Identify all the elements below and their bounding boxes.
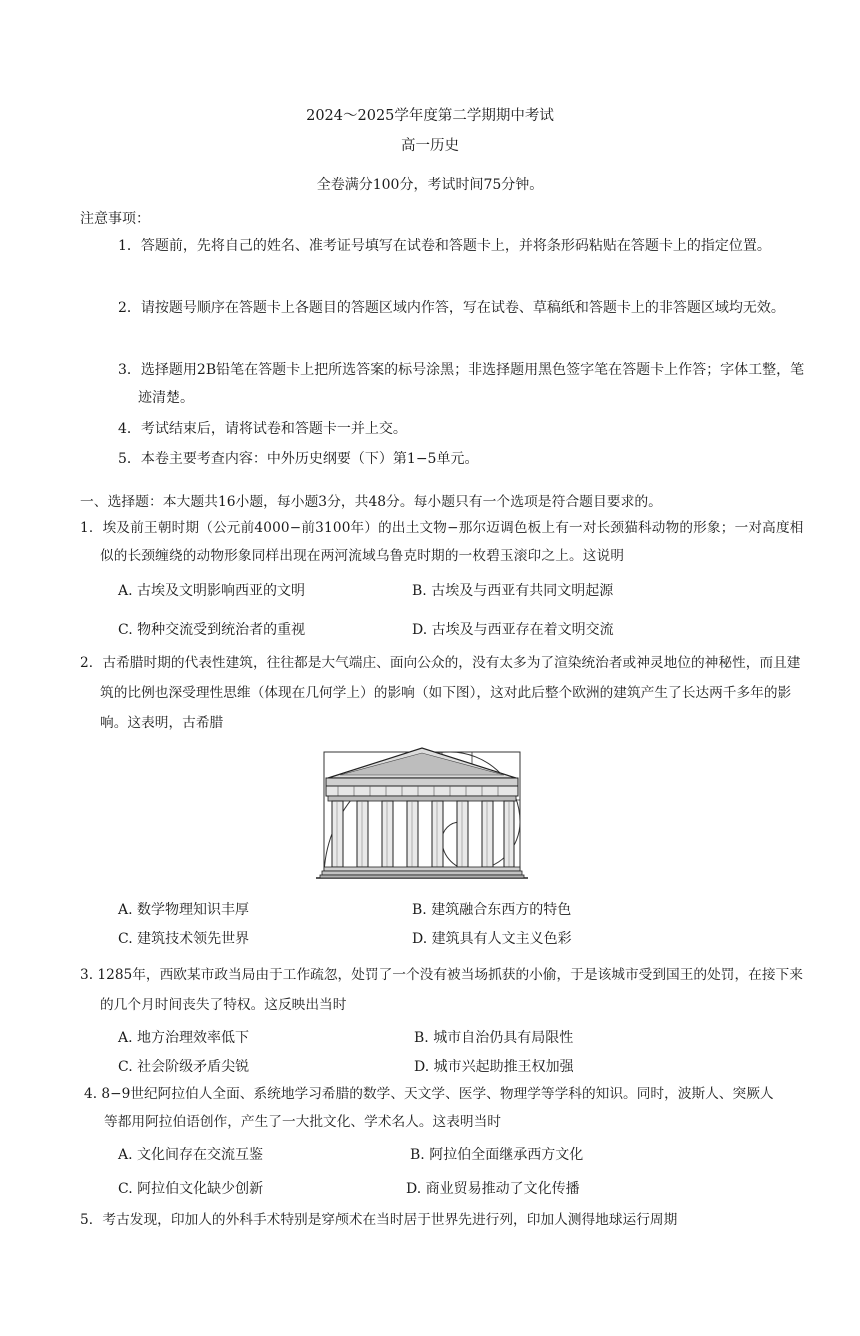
option-b: B. 建筑融合东西方的特色 — [412, 902, 572, 918]
option-c: C. 建筑技术领先世界 — [118, 931, 250, 947]
notice-item: 5．本卷主要考查内容：中外历史纲要（下）第1−5单元。 — [118, 451, 479, 467]
exam-title: 2024～2025学年度第二学期期中考试 — [306, 108, 554, 124]
option-a: A. 古埃及文明影响西亚的文明 — [118, 583, 306, 599]
option-a: A. 数学物理知识丰厚 — [118, 902, 250, 918]
notice-item: 1．答题前，先将自己的姓名、准考证号填写在试卷和答题卡上，并将条形码粘贴在答题卡上的指定位置。 — [118, 238, 771, 254]
option-c: C. 阿拉伯文化缺少创新 — [118, 1181, 264, 1197]
question-stem: 1．埃及前王朝时期（公元前4000−前3100年）的出土文物−那尔迈调色板上有一对长颈猫科动物的形象；一对高度相似的长颈缠绕的动物形象同样出现在两河流域乌鲁克时期的一枚碧玉滚印之上。这说明 — [80, 520, 804, 564]
option-d: D. 城市兴起助推王权加强 — [414, 1059, 574, 1075]
notice-item: 4．考试结束后，请将试卷和答题卡一并上交。 — [118, 421, 407, 437]
option-a: A. 文化间存在交流互鉴 — [118, 1147, 264, 1163]
option-b: B. 古埃及与西亚有共同文明起源 — [412, 583, 614, 599]
parthenon-figure — [314, 738, 530, 884]
section-heading: 一、选择题：本大题共16小题，每小题3分，共48分。每小题只有一个选项是符合题目要求的。 — [80, 494, 662, 510]
option-d: D. 古埃及与西亚存在着文明交流 — [412, 622, 614, 638]
option-a: A. 地方治理效率低下 — [118, 1030, 250, 1046]
notice-item: 2．请按题号顺序在答题卡上各题目的答题区域内作答，写在试卷、草稿纸和答题卡上的非答题区域均无效。 — [118, 300, 785, 316]
exam-info: 全卷满分100分，考试时间75分钟。 — [316, 177, 544, 193]
question-stem: 4. 8−9世纪阿拉伯人全面、系统地学习希腊的数学、天文学、医学、物理学等学科的知识。同时，波斯人、突厥人等都用阿拉伯语创作，产生了一大批文化、学术名人。这表明当时 — [84, 1086, 774, 1130]
option-c: C. 社会阶级矛盾尖锐 — [118, 1059, 250, 1075]
question-stem: 2．古希腊时期的代表性建筑，往往都是大气端庄、面向公众的，没有太多为了渲染统治者或神灵地位的神秘性，而且建筑的比例也深受理性思维（体现在几何学上）的影响（如下图），这对此后整个欧洲的建筑产生了长达两千多年的影响。这表明，古希腊 — [80, 655, 801, 731]
option-d: D. 建筑具有人文主义色彩 — [412, 931, 572, 947]
option-b: B. 城市自治仍具有局限性 — [414, 1030, 574, 1046]
option-c: C. 物种交流受到统治者的重视 — [118, 622, 306, 638]
option-b: B. 阿拉伯全面继承西方文化 — [410, 1147, 584, 1163]
subject-title: 高一历史 — [401, 138, 459, 154]
question-stem: 3. 1285年，西欧某市政当局由于工作疏忽，处罚了一个没有被当场抓获的小偷，于是该城市受到国王的处罚，在接下来的几个月时间丧失了特权。这反映出当时 — [80, 967, 803, 1013]
question-stem: 5．考古发现，印加人的外科手术特别是穿颅术在当时居于世界先进行列，印加人测得地球运行周期 — [80, 1212, 678, 1228]
option-d: D. 商业贸易推动了文化传播 — [406, 1181, 580, 1197]
notice-heading: 注意事项： — [80, 211, 150, 227]
notice-item: 3．选择题用2B铅笔在答题卡上把所选答案的标号涂黑；非选择题用黑色签字笔在答题卡上作答；字体工整，笔迹清楚。 — [118, 362, 805, 406]
